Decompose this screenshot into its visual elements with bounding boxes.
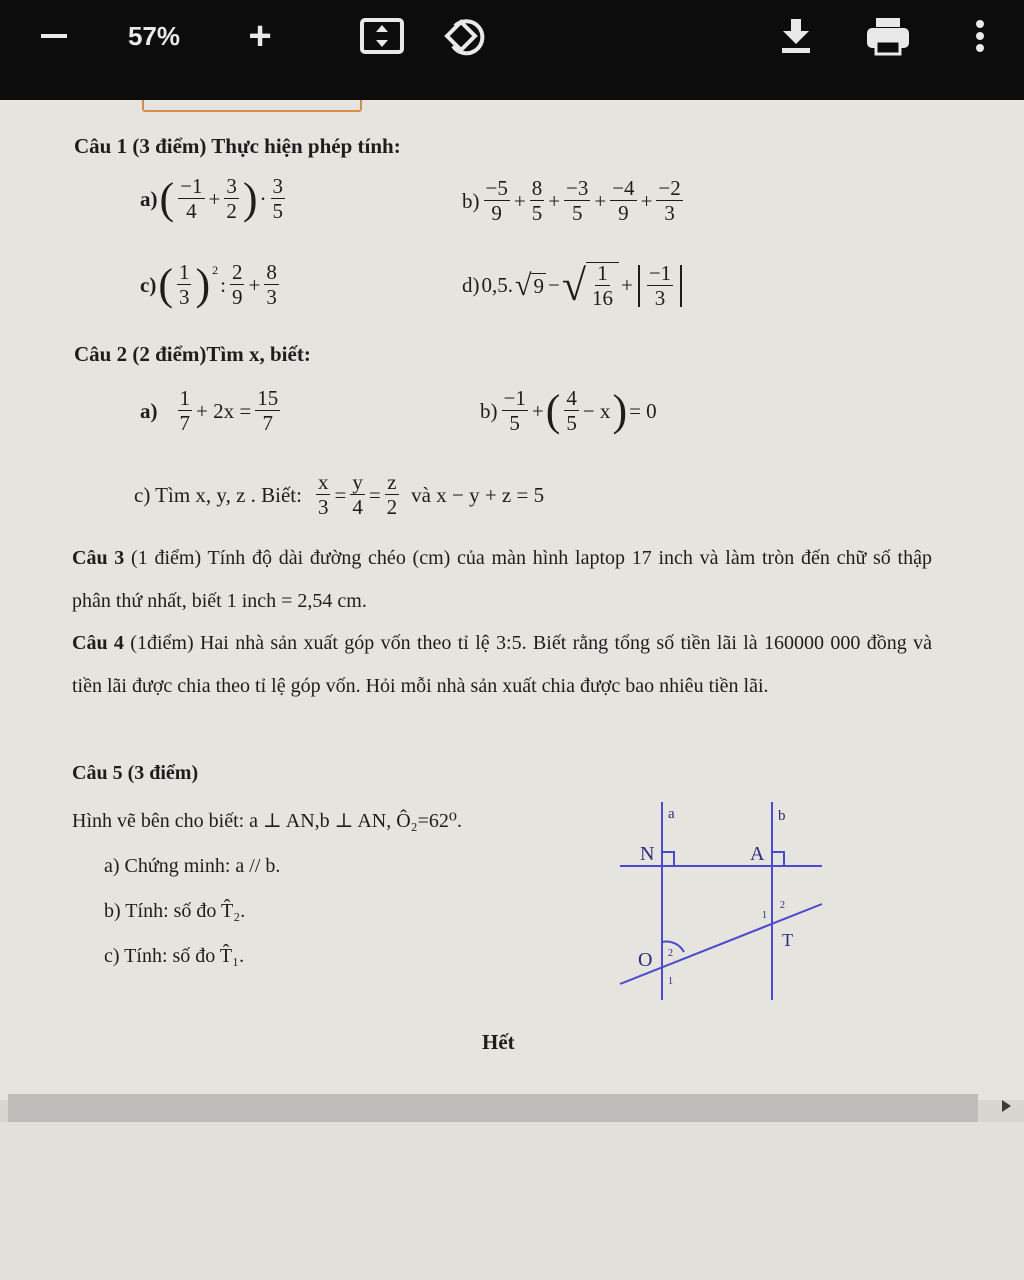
fraction: $\frac{-2}{3}$ [658,176,681,225]
question-3-title: Câu 3 [72,547,125,569]
fraction: $\frac{-5}{9}$ [485,176,508,225]
rotate-icon [443,14,489,58]
more-vert-icon [974,18,986,54]
minus-icon [41,34,67,38]
plus-icon: + [248,13,272,58]
item-label: d) [462,273,480,297]
question-2b: b) $\frac{-1}{5}$ + ( $\frac{4}{5}$ − x ) = 0 [480,386,657,435]
fraction: $\frac{z}{2}$ [386,470,398,519]
label-T: T [782,930,793,950]
question-4-title: Câu 4 [72,632,124,654]
paren-open: ( [158,260,173,309]
fraction: $\frac{3}{2}$ [226,174,237,223]
fit-page-icon [359,17,405,55]
right-angle-N [662,852,674,866]
question-1c: c) ( $\frac{1}{3}$ ) $^2$ : $\frac{2}{9}$ + $\frac{8}{3}$ [140,260,277,309]
question-1a: a) ( $\frac{-1}{4}$ + $\frac{3}{2}$ ) · $\frac{3}{5}$ [140,174,283,223]
fraction: $\frac{3}{5}$ [272,174,283,223]
zoom-out-button[interactable] [30,14,78,58]
question-2-title: Câu 2 (2 điểm)Tìm x, biết: [74,342,311,366]
download-button[interactable] [772,14,820,58]
fraction: $\frac{8}{3}$ [266,260,277,309]
item-text: c) Tìm x, y, z . Biết: [134,482,302,507]
fraction: $\frac{4}{5}$ [566,386,577,435]
fraction: $\frac{x}{3}$ [317,470,329,519]
item-label: b) [480,398,498,423]
square-root: √ 9 [515,268,544,302]
question-3-text: (1 điểm) Tính độ dài đường chéo (cm) của màn hình laptop 17 inch và làm tròn đến chữ số thập phân thứ nhất, biết 1 inch = 2,54 cm. [72,547,932,612]
absolute-bar [680,265,682,307]
paren-close: ) [612,386,628,435]
fraction: $\frac{8}{5}$ [531,176,543,225]
scroll-right-icon[interactable] [1002,1100,1011,1112]
question-3 [72,537,932,623]
item-label: c) [140,272,157,297]
label-t2: 2 [780,900,785,911]
page-top-marker [142,100,362,112]
label-o1: 1 [668,976,673,987]
question-5a: a) Chứng minh: a // b. [104,855,281,877]
horizontal-scrollbar[interactable] [8,1094,978,1122]
fraction: $\frac{2}{9}$ [231,260,243,309]
print-icon [865,16,911,56]
more-options-button[interactable] [960,14,1000,58]
fraction: $\frac{1}{7}$ [179,386,190,435]
paren-open: ( [159,174,175,223]
paren-open: ( [545,386,561,435]
square-root: √ $\frac{1}{16}$ [562,262,619,309]
label-t1: 1 [762,910,767,921]
item-label: a) [140,398,158,423]
fraction: $\frac{-4}{9}$ [612,176,635,225]
question-1d: d) 0,5. √ 9 − √ $\frac{1}{16}$ + $\frac{-1}{3}$ [462,262,685,309]
zoom-in-button[interactable] [236,14,284,58]
item-label: a) [140,186,158,211]
download-icon [779,17,813,55]
paren-close: ) [195,260,211,309]
question-5-title: Câu 5 (3 điểm) [72,762,199,784]
fraction: $\frac{-1}{3}$ [648,260,672,310]
item-text: và x − y + z = 5 [411,482,545,507]
end-marker: Hết [482,1030,515,1054]
zoom-level: 57% [127,20,181,51]
question-5c: c) Tính: số đo T̂₁. [104,945,245,967]
fraction: $\frac{-1}{5}$ [503,386,526,435]
question-4-text: (1điểm) Hai nhà sản xuất góp vốn theo tỉ lệ 3:5. Biết rằng tổng số tiền lãi là 160000 000 đồng và tiền lãi được chia theo tỉ lệ góp vốn. Hỏi mỗi nhà sản xuất chia được bao nhiêu tiền lãi. [72,632,932,697]
question-4 [72,622,932,708]
label-A: A [750,843,765,865]
right-angle-A [772,852,784,866]
label-o2: 2 [668,948,673,959]
label-a: a [668,806,675,822]
fraction: $\frac{1}{3}$ [178,260,190,309]
fit-page-button[interactable] [356,14,408,58]
fraction: $\frac{1}{16}$ [591,261,613,310]
paren-close: ) [242,174,258,223]
fraction: $\frac{15}{7}$ [257,386,279,435]
question-5b: b) Tính: số đo T̂₂. [104,900,246,922]
question-1b: b) $\frac{-5}{9}$ + $\frac{8}{5}$ + $\frac{-3}{5}$ + $\frac{-4}{9}$ + $\frac{-2}{3}$ [462,176,681,225]
geometry-figure [612,796,832,1006]
absolute-bar [638,265,640,307]
question-2a: a) $\frac{1}{7}$ + 2x = $\frac{15}{7}$ [140,386,279,435]
viewer-background [0,1122,1024,1280]
question-1-title: Câu 1 (3 điểm) Thực hiện phép tính: [74,134,401,158]
question-2c: c) Tìm x, y, z . Biết: $\frac{x}{3}$ = $\frac{y}{4}$ = $\frac{z}{2}$ và x − y + z = 5 [134,470,545,519]
print-button[interactable] [862,14,914,58]
question-5-given: Hình vẽ bên cho biết: a ⊥ AN,b ⊥ AN, Ô₂=62⁰. [72,810,462,832]
angle-arc-O [662,942,684,952]
pdf-toolbar [0,0,1024,100]
item-label: b) [462,188,480,213]
label-O: O [638,949,653,971]
rotate-button[interactable] [440,14,492,58]
label-N: N [640,843,655,865]
label-b: b [778,808,786,824]
fraction: $\frac{-3}{5}$ [566,176,589,225]
fraction: $\frac{-1}{4}$ [180,174,203,223]
fraction: $\frac{y}{4}$ [352,470,363,519]
